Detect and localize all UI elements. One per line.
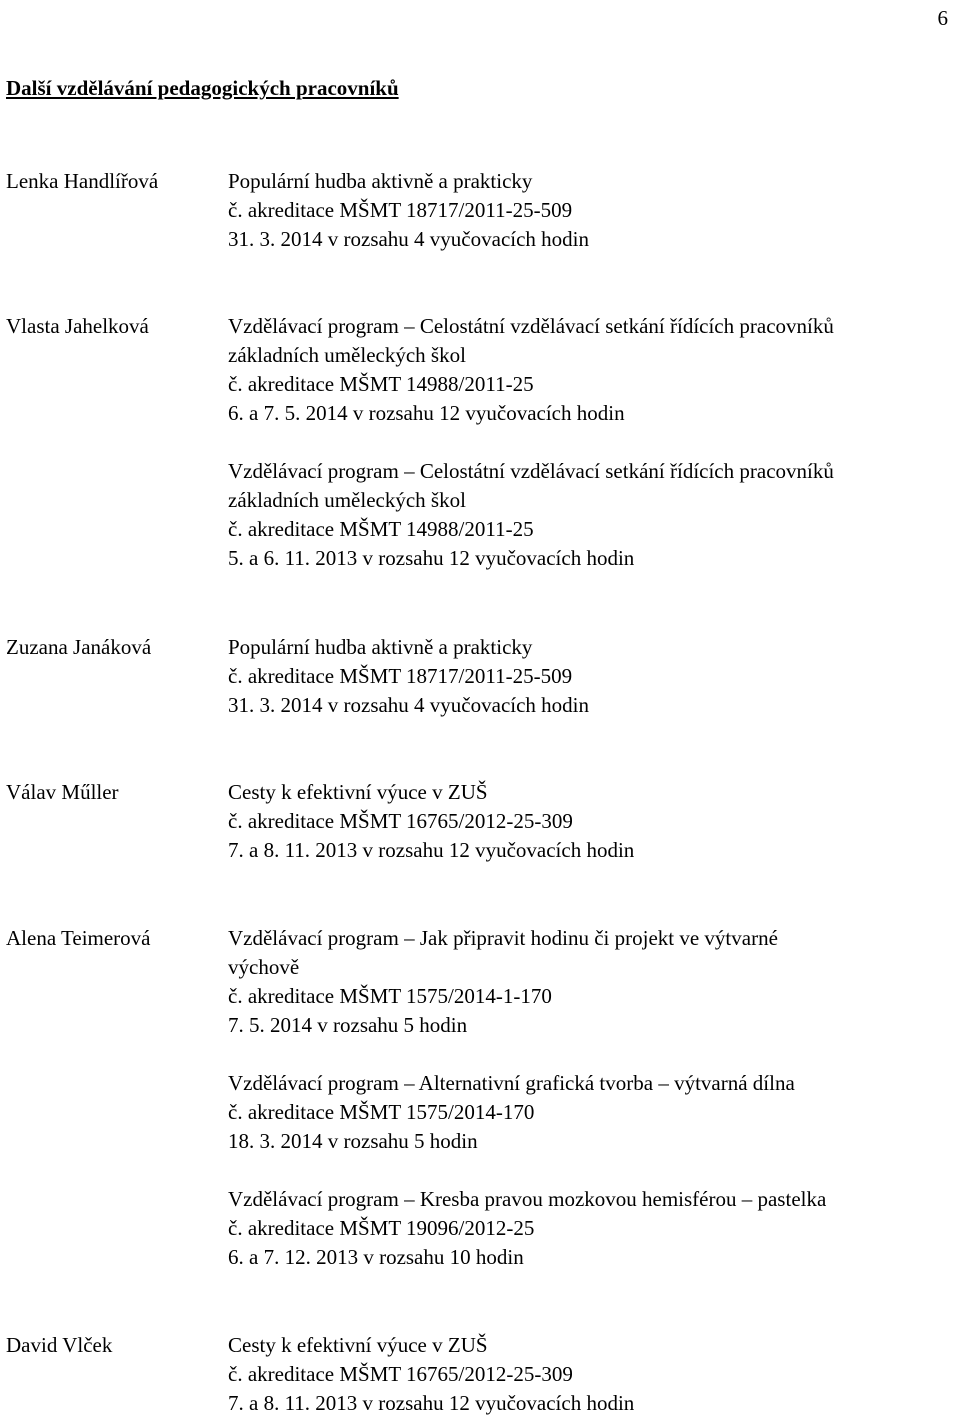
course-title-continued: základních uměleckých škol [228,343,466,367]
course-entry [228,778,958,865]
course-list [228,924,958,1272]
course-accreditation: č. akreditace MŠMT 18717/2011-25-509 [228,664,573,688]
course-entry [228,633,958,720]
course-list [228,167,958,254]
course-date-hours: 18. 3. 2014 v rozsahu 5 hodin [228,1129,478,1153]
course-title: Vzdělávací program – Celostátní vzdělávací setkání řídících pracovníků [228,459,834,483]
person-name: Alena Teimerová [6,926,151,950]
course-date-hours: 31. 3. 2014 v rozsahu 4 vyučovacích hodin [228,227,590,251]
course-accreditation: č. akreditace MŠMT 19096/2012-25 [228,1216,535,1240]
course-accreditation: č. akreditace MŠMT 14988/2011-25 [228,517,534,541]
person-name: Válav Műller [6,780,119,804]
course-accreditation: č. akreditace MŠMT 1575/2014-170 [228,1100,535,1124]
course-list [228,778,958,865]
course-title: Populární hudba aktivně a prakticky [228,169,533,193]
course-entry [228,1069,958,1156]
course-title: Cesty k efektivní výuce v ZUŠ [228,1333,488,1357]
course-date-hours: 7. a 8. 11. 2013 v rozsahu 12 vyučovacích hodin [228,1391,635,1415]
person-name: Zuzana Janáková [6,635,152,659]
person-name: David Vlček [6,1333,113,1357]
person-name: Vlasta Jahelková [6,314,149,338]
course-entry [228,312,958,428]
course-date-hours: 31. 3. 2014 v rozsahu 4 vyučovacích hodin [228,693,590,717]
person-name: Lenka Handlířová [6,169,159,193]
course-accreditation: č. akreditace MŠMT 1575/2014-1-170 [228,984,552,1008]
course-title-continued: výchově [228,955,300,979]
course-list [228,1331,958,1418]
course-title: Vzdělávací program – Kresba pravou mozkovou hemisférou – pastelka [228,1187,827,1211]
section-heading: Další vzdělávání pedagogických pracovníků [6,76,399,100]
course-title: Populární hudba aktivně a prakticky [228,635,533,659]
course-entry [228,1185,958,1272]
course-entry [228,167,958,254]
page-number: 6 [937,6,948,30]
course-date-hours: 5. a 6. 11. 2013 v rozsahu 12 vyučovacích hodin [228,546,635,570]
course-accreditation: č. akreditace MŠMT 16765/2012-25-309 [228,809,573,833]
course-date-hours: 6. a 7. 5. 2014 v rozsahu 12 vyučovacích hodin [228,401,625,425]
course-accreditation: č. akreditace MŠMT 18717/2011-25-509 [228,198,573,222]
course-entry [228,924,958,1040]
course-list [228,633,958,720]
course-title: Vzdělávací program – Celostátní vzdělávací setkání řídících pracovníků [228,314,834,338]
course-entry [228,1331,958,1418]
course-date-hours: 6. a 7. 12. 2013 v rozsahu 10 hodin [228,1245,524,1269]
course-title-continued: základních uměleckých škol [228,488,466,512]
course-date-hours: 7. 5. 2014 v rozsahu 5 hodin [228,1013,468,1037]
course-title: Vzdělávací program – Jak připravit hodinu či projekt ve výtvarné [228,926,778,950]
course-accreditation: č. akreditace MŠMT 14988/2011-25 [228,372,534,396]
course-title: Vzdělávací program – Alternativní grafická tvorba – výtvarná dílna [228,1071,795,1095]
course-entry [228,457,958,573]
course-accreditation: č. akreditace MŠMT 16765/2012-25-309 [228,1362,573,1386]
course-date-hours: 7. a 8. 11. 2013 v rozsahu 12 vyučovacích hodin [228,838,635,862]
course-list [228,312,958,573]
course-title: Cesty k efektivní výuce v ZUŠ [228,780,488,804]
